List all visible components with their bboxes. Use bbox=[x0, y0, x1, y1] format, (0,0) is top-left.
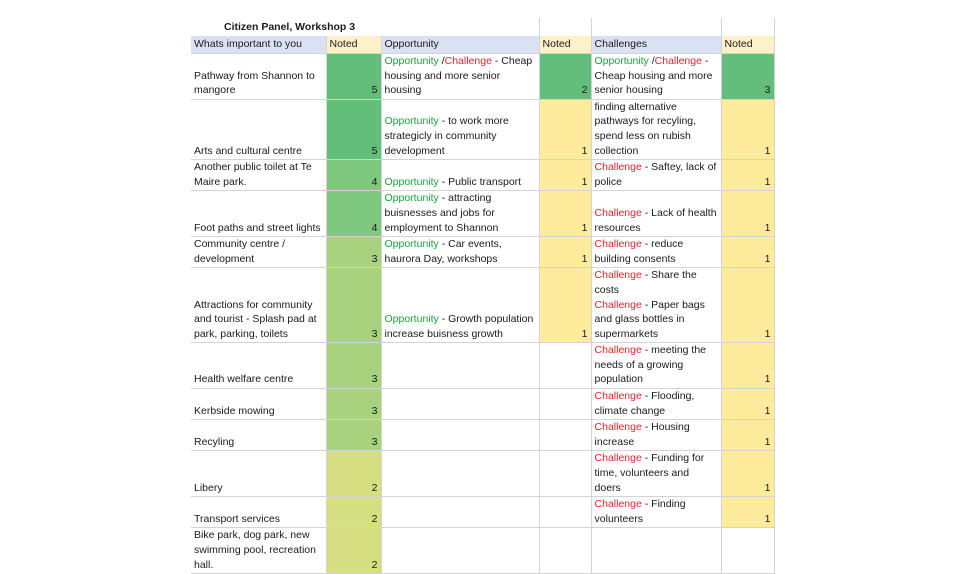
table-row bbox=[191, 389, 774, 420]
noted-cell[interactable] bbox=[539, 451, 591, 497]
noted-cell[interactable]: 1 bbox=[539, 191, 591, 237]
noted-cell[interactable]: 2 bbox=[326, 528, 381, 574]
header-noted-2[interactable]: Noted bbox=[539, 36, 591, 54]
challenge-text: Lack of health resources bbox=[594, 206, 717, 234]
opportunity-text: Growth population increase buisness growth bbox=[384, 313, 534, 340]
noted-cell[interactable] bbox=[539, 420, 591, 451]
challenge-cell[interactable] bbox=[591, 420, 721, 451]
noted-cell[interactable]: 1 bbox=[721, 268, 774, 343]
noted-cell[interactable]: 5 bbox=[326, 54, 381, 100]
table-row bbox=[191, 343, 774, 389]
challenge-text: Paper bags and glass bottles in supermarkets bbox=[594, 298, 705, 340]
opportunity-cell[interactable] bbox=[381, 528, 539, 574]
opportunity-cell[interactable] bbox=[381, 420, 539, 451]
empty-cell[interactable] bbox=[591, 18, 721, 36]
opportunity-cell[interactable] bbox=[381, 99, 539, 159]
challenge-label: Challenge bbox=[594, 206, 642, 219]
spreadsheet-table bbox=[191, 18, 775, 574]
dash: - bbox=[438, 313, 449, 326]
header-row bbox=[191, 36, 774, 54]
noted-cell[interactable]: 1 bbox=[539, 237, 591, 268]
header-noted-3[interactable]: Noted bbox=[721, 36, 774, 54]
dash: - bbox=[641, 498, 652, 511]
opportunity-cell[interactable] bbox=[381, 160, 539, 191]
dash: - bbox=[641, 390, 652, 403]
challenge-label: Challenge bbox=[594, 344, 642, 357]
table-row bbox=[191, 420, 774, 451]
table-row bbox=[191, 268, 774, 343]
opportunity-cell[interactable] bbox=[381, 237, 539, 268]
important-cell[interactable]: Recyling bbox=[191, 420, 326, 451]
dash: - bbox=[438, 238, 449, 251]
noted-cell[interactable]: 3 bbox=[721, 54, 774, 100]
opportunity-cell[interactable] bbox=[381, 451, 539, 497]
challenge-cell[interactable] bbox=[591, 497, 721, 528]
table-row bbox=[191, 528, 774, 574]
challenge-cell[interactable] bbox=[591, 451, 721, 497]
dash: - bbox=[641, 238, 652, 251]
challenge-text: meeting the needs of a growing population bbox=[594, 344, 707, 386]
opportunity-text: Car events, haurora Day, workshops bbox=[384, 238, 502, 265]
important-cell[interactable]: Foot paths and street lights bbox=[191, 191, 326, 237]
noted-cell[interactable]: 4 bbox=[326, 160, 381, 191]
challenge-cell[interactable]: finding alternative pathways for recyling, spend less on rubish collection bbox=[591, 99, 721, 159]
noted-cell[interactable] bbox=[539, 343, 591, 389]
noted-cell[interactable]: 3 bbox=[326, 268, 381, 343]
noted-cell[interactable]: 1 bbox=[721, 160, 774, 191]
challenge-cell[interactable] bbox=[591, 54, 721, 100]
table-row bbox=[191, 451, 774, 497]
dash: - bbox=[701, 55, 709, 67]
challenge-cell[interactable] bbox=[591, 528, 721, 574]
table-row bbox=[191, 160, 774, 191]
dash: - bbox=[641, 452, 652, 465]
noted-cell[interactable] bbox=[539, 389, 591, 420]
dash: - bbox=[641, 206, 652, 219]
opportunity-text: attracting buisnesses and jobs for employment to Shannon bbox=[384, 192, 499, 234]
slash: / bbox=[648, 55, 655, 67]
noted-cell[interactable]: 4 bbox=[326, 191, 381, 237]
noted-cell[interactable]: 1 bbox=[721, 451, 774, 497]
dash: - bbox=[641, 269, 652, 282]
dash: - bbox=[641, 161, 652, 174]
challenge-text: Saftey, lack of police bbox=[594, 161, 717, 188]
challenge-label: Challenge bbox=[594, 498, 642, 511]
sheet-title-cell[interactable] bbox=[191, 18, 539, 36]
opportunity-label: Opportunity bbox=[384, 115, 439, 128]
dash: - bbox=[641, 298, 652, 311]
header-challenges[interactable]: Challenges bbox=[591, 36, 721, 54]
challenge-cell[interactable] bbox=[591, 160, 721, 191]
challenge-label: Challenge bbox=[594, 421, 642, 434]
noted-cell[interactable]: 2 bbox=[539, 54, 591, 100]
table-row bbox=[191, 99, 774, 159]
dash: - bbox=[438, 192, 449, 205]
noted-cell[interactable]: 5 bbox=[326, 99, 381, 159]
opportunity-cell[interactable] bbox=[381, 389, 539, 420]
noted-cell[interactable]: 1 bbox=[721, 99, 774, 159]
opportunity-cell[interactable] bbox=[381, 191, 539, 237]
challenge-label: Challenge bbox=[594, 238, 642, 251]
challenge-label: Challenge bbox=[444, 55, 492, 67]
challenge-text: Housing increase bbox=[594, 421, 690, 448]
noted-cell[interactable]: 2 bbox=[326, 451, 381, 497]
important-cell[interactable]: Kerbside mowing bbox=[191, 389, 326, 420]
opportunity-cell[interactable] bbox=[381, 343, 539, 389]
noted-cell[interactable]: 1 bbox=[721, 343, 774, 389]
challenge-cell[interactable] bbox=[591, 237, 721, 268]
challenge-cell[interactable] bbox=[591, 343, 721, 389]
challenge-label: Challenge bbox=[594, 298, 642, 311]
noted-cell[interactable]: 2 bbox=[326, 497, 381, 528]
sheet-title: Citizen Panel, Workshop 3 bbox=[224, 21, 356, 34]
header-noted-1[interactable]: Noted bbox=[326, 36, 381, 54]
important-cell[interactable]: Community centre / development bbox=[191, 237, 326, 268]
title-row bbox=[191, 18, 774, 36]
important-cell[interactable]: Libery bbox=[191, 451, 326, 497]
empty-cell[interactable] bbox=[539, 18, 591, 36]
important-cell[interactable]: Pathway from Shannon to mangore bbox=[191, 54, 326, 100]
opportunity-label: Opportunity bbox=[384, 55, 439, 67]
header-opportunity[interactable]: Opportunity bbox=[381, 36, 539, 54]
opportunity-label: Opportunity bbox=[384, 192, 439, 205]
important-cell[interactable]: Health welfare centre bbox=[191, 343, 326, 389]
slash: / bbox=[438, 55, 445, 67]
noted-cell[interactable]: 1 bbox=[721, 191, 774, 237]
noted-cell[interactable]: 1 bbox=[539, 99, 591, 159]
noted-cell[interactable]: 1 bbox=[539, 160, 591, 191]
noted-cell[interactable]: 1 bbox=[721, 237, 774, 268]
empty-cell[interactable] bbox=[721, 18, 774, 36]
challenge-text: Cheap housing and more senior housing bbox=[594, 69, 713, 97]
important-cell[interactable]: Transport services bbox=[191, 497, 326, 528]
opportunity-label: Opportunity bbox=[594, 55, 649, 67]
noted-cell[interactable] bbox=[539, 528, 591, 574]
challenge-label: Challenge bbox=[594, 452, 642, 465]
challenge-text: Flooding, climate change bbox=[594, 390, 695, 417]
dash: - bbox=[438, 175, 449, 188]
table-row bbox=[191, 191, 774, 237]
dash: - bbox=[641, 344, 652, 357]
dash: - bbox=[491, 55, 502, 67]
challenge-label: Challenge bbox=[594, 161, 642, 174]
challenge-label: Challenge bbox=[594, 269, 642, 282]
table-row bbox=[191, 237, 774, 268]
challenge-cell[interactable] bbox=[591, 389, 721, 420]
opportunity-text: to work more strategicly in community development bbox=[384, 115, 509, 157]
challenge-cell[interactable] bbox=[591, 191, 721, 237]
table-row bbox=[191, 54, 774, 100]
noted-cell[interactable]: 3 bbox=[326, 420, 381, 451]
opportunity-label: Opportunity bbox=[384, 175, 439, 188]
noted-cell[interactable] bbox=[721, 528, 774, 574]
important-cell[interactable]: Bike park, dog park, new swimming pool, recreation hall. bbox=[191, 528, 326, 574]
challenge-label: Challenge bbox=[594, 390, 642, 403]
noted-cell[interactable]: 3 bbox=[326, 389, 381, 420]
challenge-cell[interactable] bbox=[591, 268, 721, 343]
header-important[interactable]: Whats important to you bbox=[191, 36, 326, 54]
opportunity-text: Cheap housing and more senior housing bbox=[384, 55, 533, 97]
important-cell[interactable]: Arts and cultural centre bbox=[191, 99, 326, 159]
opportunity-label: Opportunity bbox=[384, 313, 439, 326]
challenge-text: Finding volunteers bbox=[594, 498, 686, 525]
noted-cell[interactable]: 3 bbox=[326, 343, 381, 389]
important-cell[interactable]: Attractions for community and tourist - Splash pad at park, parking, toilets bbox=[191, 268, 326, 343]
table-row bbox=[191, 497, 774, 528]
noted-cell[interactable]: 1 bbox=[539, 268, 591, 343]
challenge-text: reduce building consents bbox=[594, 238, 684, 265]
dash: - bbox=[438, 115, 449, 128]
noted-cell[interactable]: 1 bbox=[721, 389, 774, 420]
opportunity-cell[interactable] bbox=[381, 268, 539, 343]
opportunity-text: Public transport bbox=[448, 175, 522, 188]
important-cell[interactable]: Another public toilet at Te Maire park. bbox=[191, 160, 326, 191]
challenge-text: Share the costs bbox=[594, 269, 697, 296]
opportunity-label: Opportunity bbox=[384, 238, 439, 251]
noted-cell[interactable]: 1 bbox=[721, 497, 774, 528]
opportunity-cell[interactable] bbox=[381, 54, 539, 100]
noted-cell[interactable] bbox=[539, 497, 591, 528]
dash: - bbox=[641, 421, 652, 434]
challenge-text: Funding for time, volunteers and doers bbox=[594, 452, 705, 494]
challenge-label: Challenge bbox=[654, 55, 702, 67]
noted-cell[interactable]: 3 bbox=[326, 237, 381, 268]
noted-cell[interactable]: 1 bbox=[721, 420, 774, 451]
opportunity-cell[interactable] bbox=[381, 497, 539, 528]
